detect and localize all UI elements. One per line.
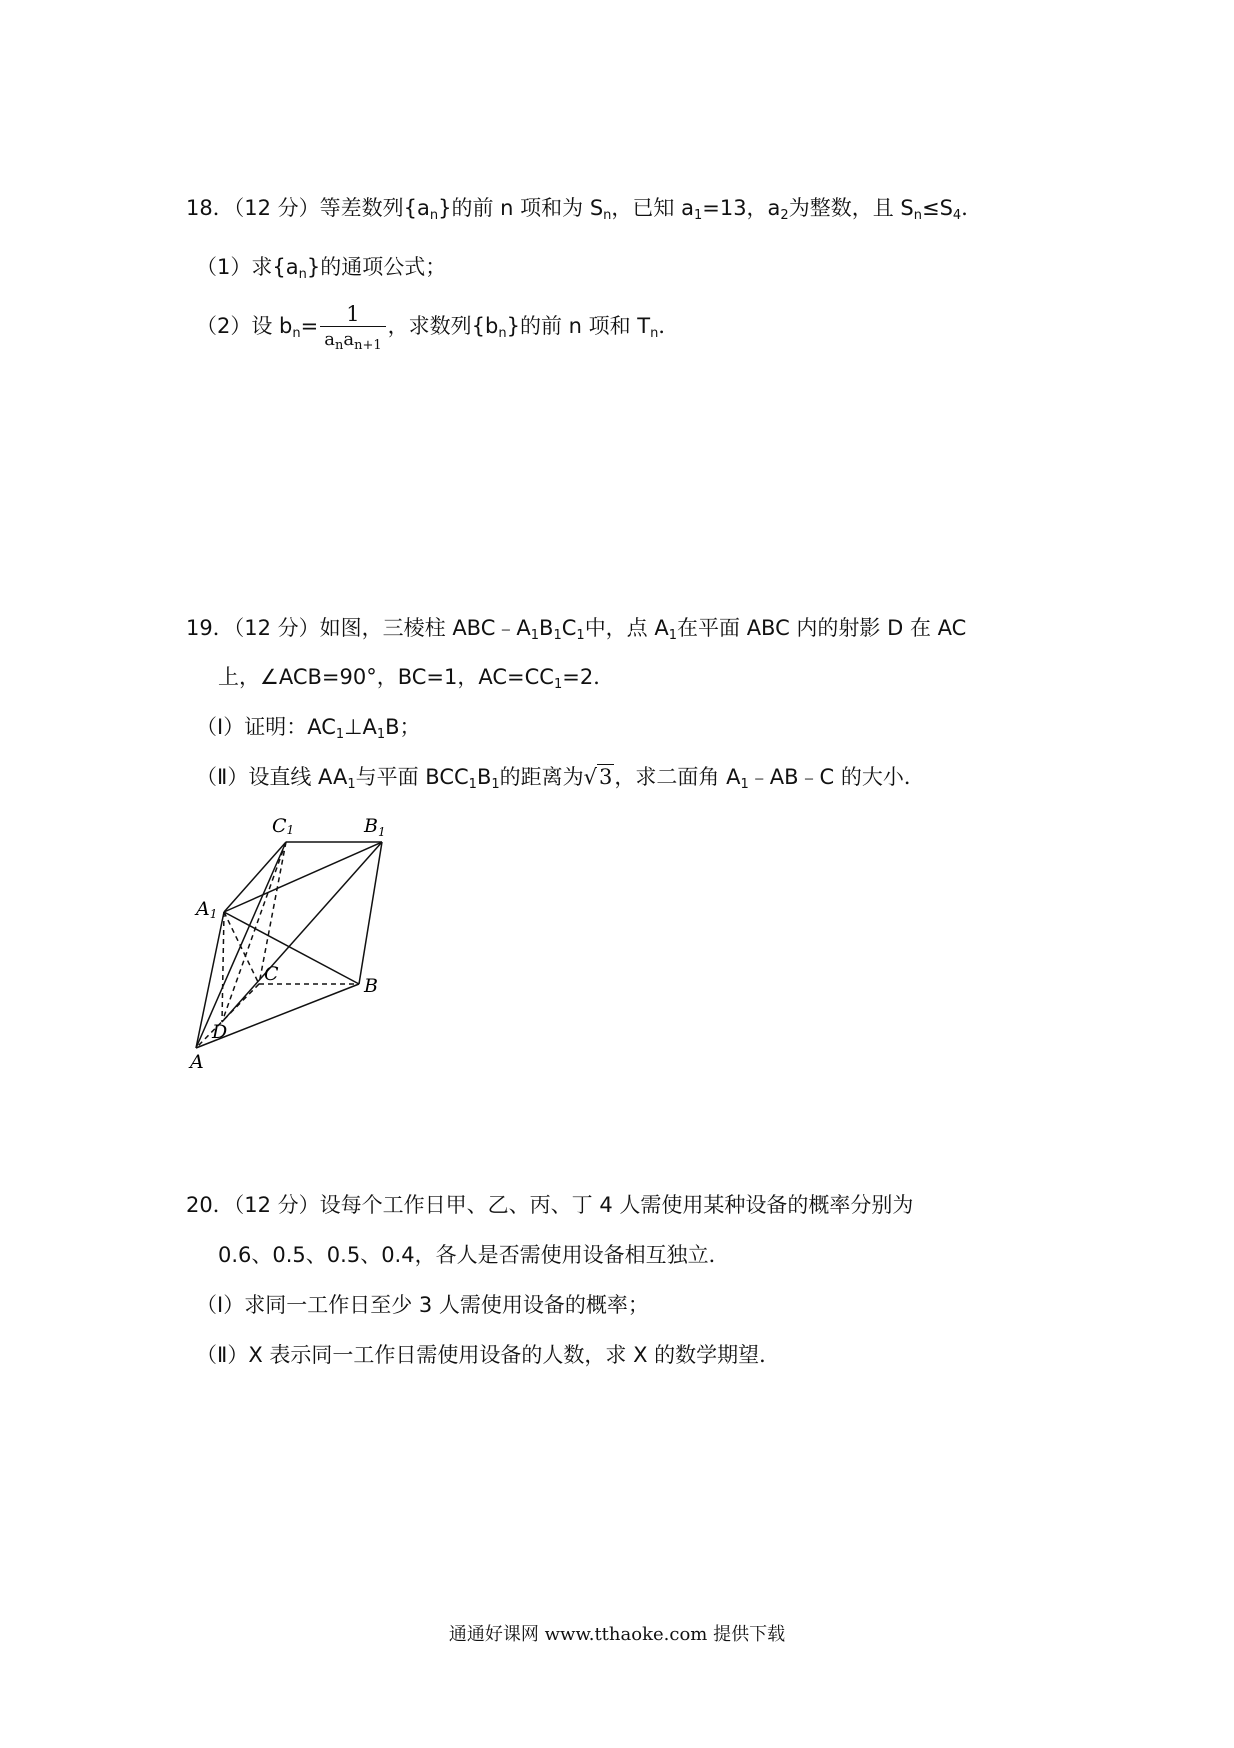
label-c1: C1: [272, 815, 295, 837]
q19-part1: （Ⅰ）证明：$AC_1\perp A_1B$；: [196, 715, 421, 742]
q18-part1: （1）求$\{a_n\}$的通项公式；: [196, 255, 447, 282]
label-b1: $B_1$: [364, 815, 386, 839]
q19-stem-line2: 上，∠ACB=90°，BC=1，$AC=CC_1=2$．: [218, 665, 615, 692]
q18-stem: 18．（12 分）等差数列$\{a_n\}$的前 n 项和为 $S_n$，已知 $a_1=13$，$a_2$为整数，且 $S_n\le S_4$．: [186, 196, 983, 223]
edge-a1-d: [222, 912, 224, 1022]
footer-credit: 通通好课网 www.tthaoke.com 提供下载: [448, 1624, 786, 1645]
label-a: A: [190, 1051, 204, 1073]
prism-figure: [186, 812, 416, 1082]
edge-a1-b: [224, 912, 359, 984]
q20-stem-line2: 0.6、0.5、0.5、0.4，各人是否需使用设备相互独立．: [218, 1243, 730, 1267]
q18-part2: （2）设 $b_n=$ $\frac{1}{a_na_{n+1}}$ ，求数列$\{b_n\}$的前 n 项和 $T_n$．: [196, 301, 680, 353]
label-a1: A1: [196, 898, 218, 921]
label-c: C: [264, 963, 279, 985]
q20-part1: （Ⅰ）求同一工作日至少 3 人需使用设备的概率；: [196, 1293, 649, 1317]
q20-part2: （Ⅱ）X 表示同一工作日需使用设备的人数，求 X 的数学期望．: [196, 1343, 781, 1367]
edge-c1-d: [222, 842, 286, 1022]
q19-stem: 19．（12 分）如图，三棱柱 $ABC﹣A_1B_1C_1$中，点 $A_1$在平面 ABC 内的射影 D 在 AC: [186, 616, 967, 643]
fraction: $\frac{1}{a_na_{n+1}}$: [320, 302, 385, 353]
edge-a-c1: [196, 842, 286, 1048]
label-b: B: [364, 975, 378, 997]
sqrt-expression: √3: [583, 765, 613, 789]
label-d: D: [212, 1021, 228, 1043]
edge-a1-b1: [224, 842, 382, 912]
q20-stem: 20．（12 分）设每个工作日甲、乙、丙、丁 4 人需使用某种设备的概率分别为: [186, 1193, 914, 1217]
edge-a1-c1: [224, 842, 286, 912]
q19-part2: （Ⅱ）设直线 $AA_1$与平面 $BCC_1B_1$的距离为√3，求二面角 $A_1﹣AB﹣C$ 的大小．: [196, 762, 925, 792]
